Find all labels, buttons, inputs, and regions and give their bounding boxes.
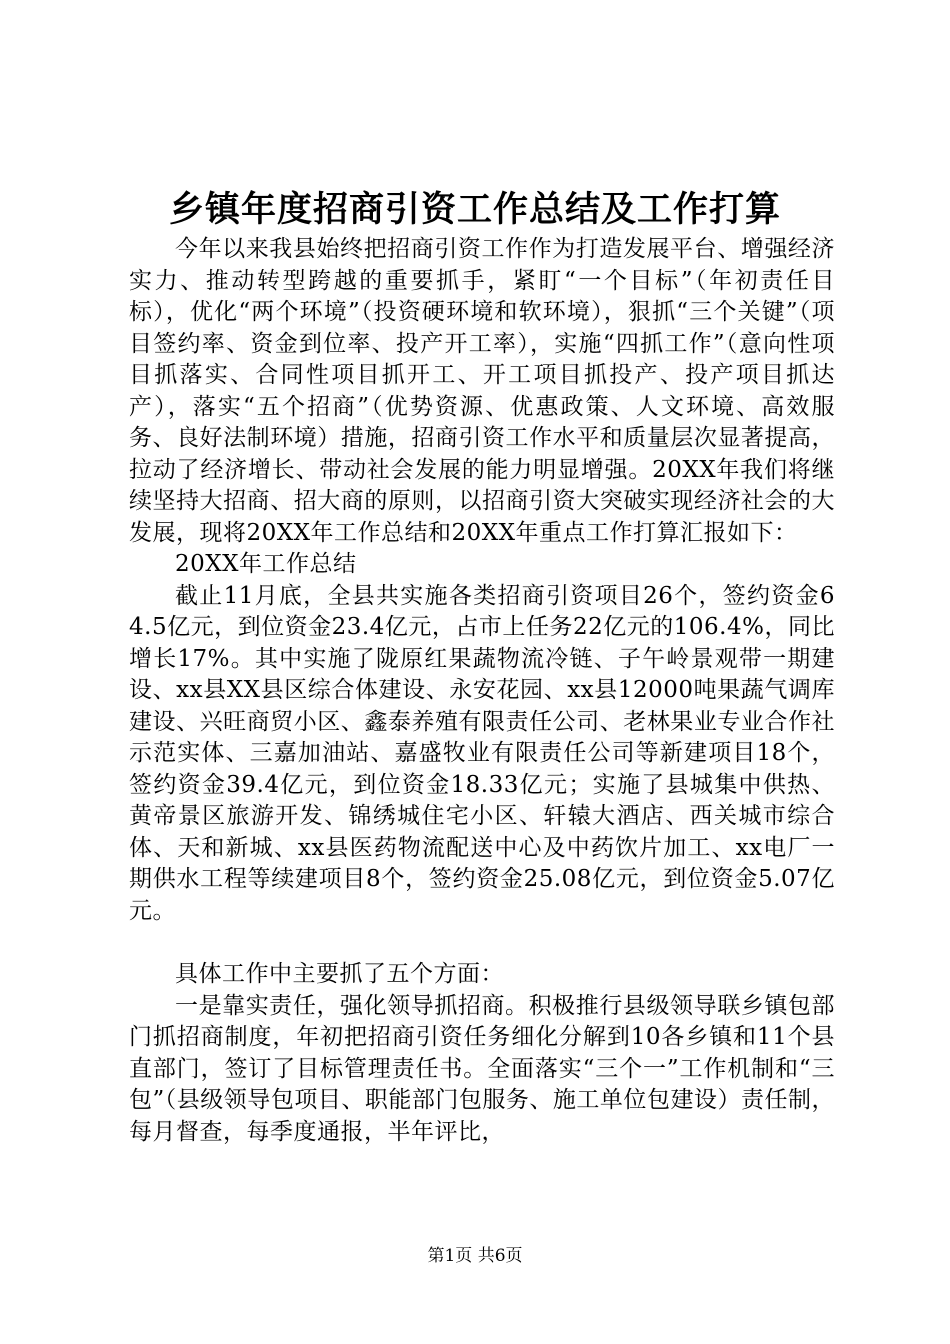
summary-paragraph: 截止11月底，全县共实施各类招商引资项目26个，签约资金64.5亿元，到位资金23.4亿元，占市上任务22亿元的106.4%，同比增长17%。其中实施了陇原红果蔬物流冷链、子午岭景观带一期建设、xx县XX县区综合体建设、永安花园、xx县12000吨果蔬气调库建设、兴旺商贸小区、鑫泰养殖有限责任公司、老林果业专业合作社示范实体、三嘉加油站、嘉盛牧业有限责任公司等新建项目18个，签约资金39.4亿元，到位资金18.33亿元；实施了县城集中供热、黄帝景区旅游开发、锦绣城住宅小区、轩辕大酒店、西关城市综合体、天和新城、xx县医药物流配送中心及中药饮片加工、xx电厂一期供水工程等续建项目8个，签约资金25.08亿元，到位资金5.07亿元。 <box>129 582 835 924</box>
paragraph-gap <box>129 927 835 959</box>
aspect-one-paragraph: 一是靠实责任，强化领导抓招商。积极推行县级领导联乡镇包部门抓招商制度，年初把招商引资任务细化分解到10各乡镇和11个县直部门，签订了目标管理责任书。全面落实“三个一”工作机制和“三包”（县级领导包项目、职能部门包服务、施工单位包建设）责任制，每月督查，每季度通报，半年评比， <box>129 992 835 1145</box>
page-number-footer: 第1页 共6页 <box>427 1246 523 1266</box>
intro-paragraph: 今年以来我县始终把招商引资工作作为打造发展平台、增强经济实力、推动转型跨越的重要抓手，紧盯“一个目标”（年初责任目标），优化“两个环境”（投资硬环境和软环境），狠抓“三个关键”（项目签约率、资金到位率、投产开工率），实施“四抓工作”（意向性项目抓落实、合同性项目抓开工、开工项目抓投产、投产项目抓达产），落实“五个招商”（优势资源、优惠政策、人文环境、高效服务、良好法制环境）措施，招商引资工作水平和质量层次显著提高，拉动了经济增长、带动社会发展的能力明显增强。20XX年我们将继续坚持大招商、招大商的原则，以招商引资大突破实现经济社会的大发展，现将20XX年工作总结和20XX年重点工作打算汇报如下： <box>129 236 835 546</box>
section-heading: 20XX年工作总结 <box>175 551 357 577</box>
aspects-intro-paragraph: 具体工作中主要抓了五个方面： <box>175 961 504 987</box>
document-title: 乡镇年度招商引资工作总结及工作打算 <box>168 189 781 230</box>
document-body <box>129 234 835 1148</box>
